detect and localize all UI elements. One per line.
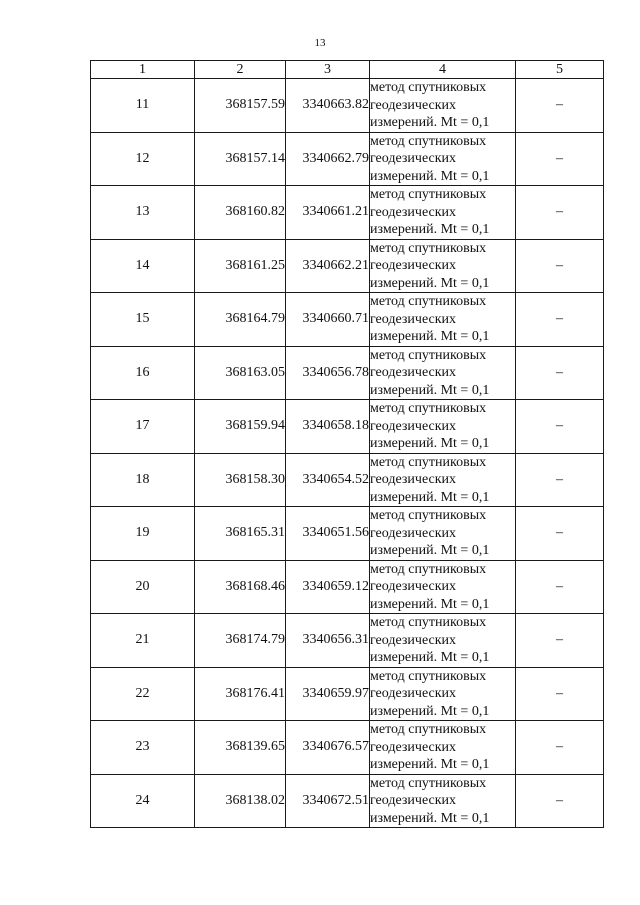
point-number-cell: 16 <box>91 346 195 400</box>
method-line: геодезических <box>370 793 457 808</box>
method-line: измерений. Mt = 0,1 <box>370 222 490 237</box>
y-coordinate-cell: 3340659.97 <box>286 667 370 721</box>
method-cell <box>370 507 516 561</box>
point-number-cell: 20 <box>91 560 195 614</box>
note-cell: – <box>516 774 604 828</box>
x-coordinate-cell: 368174.79 <box>195 614 286 668</box>
method-line: геодезических <box>370 151 457 166</box>
table-row <box>91 293 604 347</box>
method-cell <box>370 132 516 186</box>
x-coordinate-cell: 368176.41 <box>195 667 286 721</box>
note-cell: – <box>516 667 604 721</box>
method-line: геодезических <box>370 739 457 755</box>
method-line: измерений. Mt = 0,1 <box>370 543 490 558</box>
method-line: метод спутниковых <box>370 722 487 737</box>
method-line: геодезических <box>370 365 457 380</box>
method-line: метод спутниковых <box>370 133 487 149</box>
point-number-cell: 18 <box>91 453 195 507</box>
method-cell <box>370 79 516 133</box>
method-line: геодезических <box>370 418 457 434</box>
point-number-cell: 14 <box>91 239 195 293</box>
x-coordinate-cell: 368163.05 <box>195 346 286 400</box>
method-line: геодезических <box>370 311 457 327</box>
x-coordinate-cell: 368157.14 <box>195 132 286 186</box>
note-cell: – <box>516 614 604 668</box>
method-cell <box>370 560 516 614</box>
note-cell: – <box>516 239 604 293</box>
y-coordinate-cell: 3340660.71 <box>286 293 370 347</box>
method-line: геодезических <box>370 525 457 541</box>
table-body <box>91 61 604 828</box>
method-line: геодезических <box>370 204 457 220</box>
method-line: метод спутниковых <box>370 294 487 309</box>
x-coordinate-cell: 368165.31 <box>195 507 286 561</box>
x-coordinate-cell: 368139.65 <box>195 721 286 775</box>
table-header-row <box>91 61 604 79</box>
header-cell: 5 <box>516 61 604 79</box>
table-row <box>91 721 604 775</box>
y-coordinate-cell: 3340663.82 <box>286 79 370 133</box>
note-cell: – <box>516 186 604 240</box>
table-row <box>91 453 604 507</box>
table-row <box>91 186 604 240</box>
note-cell: – <box>516 400 604 454</box>
point-number-cell: 19 <box>91 507 195 561</box>
header-cell: 3 <box>286 61 370 79</box>
note-cell: – <box>516 453 604 507</box>
y-coordinate-cell: 3340658.18 <box>286 400 370 454</box>
table-row <box>91 507 604 561</box>
x-coordinate-cell: 368158.30 <box>195 453 286 507</box>
method-line: геодезических <box>370 258 457 273</box>
method-line: измерений. Mt = 0,1 <box>370 329 490 344</box>
note-cell: – <box>516 721 604 775</box>
note-cell: – <box>516 560 604 614</box>
x-coordinate-cell: 368161.25 <box>195 239 286 293</box>
y-coordinate-cell: 3340651.56 <box>286 507 370 561</box>
method-line: измерений. Mt = 0,1 <box>370 757 490 772</box>
y-coordinate-cell: 3340656.78 <box>286 346 370 400</box>
method-cell <box>370 400 516 454</box>
method-line: метод спутниковых <box>370 347 487 363</box>
method-line: метод спутниковых <box>370 561 487 577</box>
method-line: метод спутниковых <box>370 508 487 523</box>
y-coordinate-cell: 3340654.52 <box>286 453 370 507</box>
method-line: метод спутниковых <box>370 454 487 470</box>
table-row <box>91 774 604 828</box>
point-number-cell: 15 <box>91 293 195 347</box>
method-line: измерений. Mt = 0,1 <box>370 275 490 291</box>
method-cell <box>370 293 516 347</box>
method-line: геодезических <box>370 686 457 701</box>
table-row <box>91 239 604 293</box>
method-line: метод спутниковых <box>370 615 487 630</box>
y-coordinate-cell: 3340656.31 <box>286 614 370 668</box>
method-line: измерений. Mt = 0,1 <box>370 596 490 612</box>
x-coordinate-cell: 368157.59 <box>195 79 286 133</box>
note-cell: – <box>516 293 604 347</box>
table-row <box>91 560 604 614</box>
x-coordinate-cell: 368164.79 <box>195 293 286 347</box>
method-line: геодезических <box>370 472 457 487</box>
point-number-cell: 23 <box>91 721 195 775</box>
x-coordinate-cell: 368159.94 <box>195 400 286 454</box>
note-cell: – <box>516 132 604 186</box>
method-line: геодезических <box>370 579 457 594</box>
page-number: 13 <box>314 37 326 49</box>
method-cell <box>370 667 516 721</box>
table-row <box>91 667 604 721</box>
method-line: геодезических <box>370 97 457 113</box>
method-line: измерений. Mt = 0,1 <box>370 115 490 130</box>
y-coordinate-cell: 3340662.79 <box>286 132 370 186</box>
table-row <box>91 614 604 668</box>
method-line: измерений. Mt = 0,1 <box>370 810 490 826</box>
header-cell: 4 <box>370 61 516 79</box>
method-line: геодезических <box>370 632 457 648</box>
method-cell <box>370 239 516 293</box>
table-row <box>91 132 604 186</box>
table-row <box>91 79 604 133</box>
coordinates-table <box>90 60 604 828</box>
method-line: измерений. Mt = 0,1 <box>370 436 490 451</box>
method-cell <box>370 774 516 828</box>
method-cell <box>370 346 516 400</box>
note-cell: – <box>516 79 604 133</box>
point-number-cell: 24 <box>91 774 195 828</box>
method-line: метод спутниковых <box>370 187 487 202</box>
y-coordinate-cell: 3340659.12 <box>286 560 370 614</box>
header-cell: 1 <box>91 61 195 79</box>
method-line: метод спутниковых <box>370 401 487 416</box>
method-line: измерений. Mt = 0,1 <box>370 168 490 184</box>
x-coordinate-cell: 368138.02 <box>195 774 286 828</box>
method-line: измерений. Mt = 0,1 <box>370 650 490 665</box>
note-cell: – <box>516 507 604 561</box>
y-coordinate-cell: 3340661.21 <box>286 186 370 240</box>
y-coordinate-cell: 3340672.51 <box>286 774 370 828</box>
point-number-cell: 21 <box>91 614 195 668</box>
method-line: метод спутниковых <box>370 668 487 684</box>
point-number-cell: 12 <box>91 132 195 186</box>
method-cell <box>370 721 516 775</box>
method-line: метод спутниковых <box>370 775 487 791</box>
method-cell <box>370 186 516 240</box>
method-cell <box>370 453 516 507</box>
method-line: измерений. Mt = 0,1 <box>370 489 490 505</box>
point-number-cell: 17 <box>91 400 195 454</box>
method-line: измерений. Mt = 0,1 <box>370 703 490 719</box>
table-row <box>91 346 604 400</box>
point-number-cell: 22 <box>91 667 195 721</box>
header-cell: 2 <box>195 61 286 79</box>
method-line: измерений. Mt = 0,1 <box>370 382 490 398</box>
point-number-cell: 11 <box>91 79 195 133</box>
method-line: метод спутниковых <box>370 80 487 95</box>
note-cell: – <box>516 346 604 400</box>
table-row <box>91 400 604 454</box>
x-coordinate-cell: 368168.46 <box>195 560 286 614</box>
x-coordinate-cell: 368160.82 <box>195 186 286 240</box>
y-coordinate-cell: 3340662.21 <box>286 239 370 293</box>
method-line: метод спутниковых <box>370 240 487 256</box>
point-number-cell: 13 <box>91 186 195 240</box>
method-cell <box>370 614 516 668</box>
y-coordinate-cell: 3340676.57 <box>286 721 370 775</box>
